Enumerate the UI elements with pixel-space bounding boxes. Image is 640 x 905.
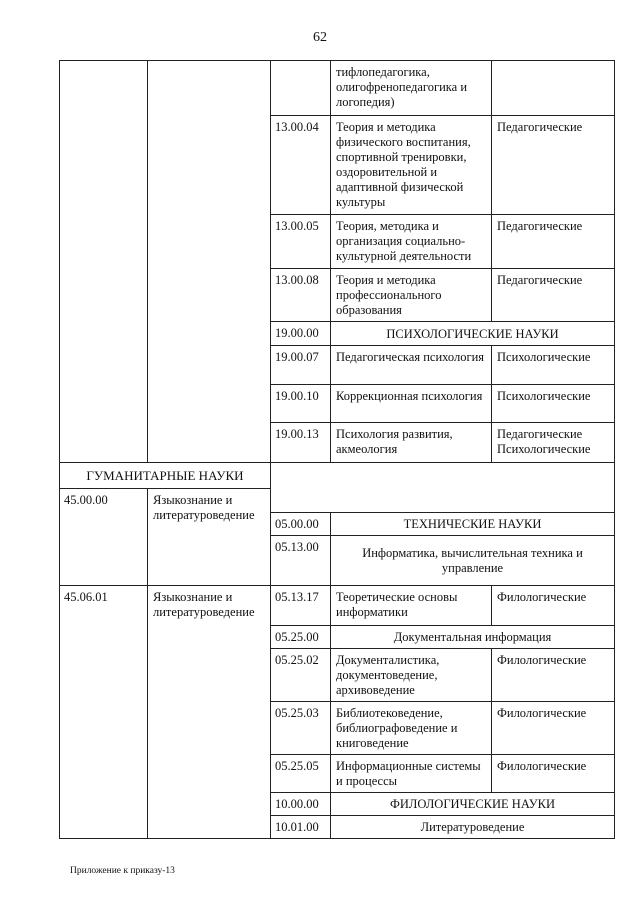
- branch-of-science: Педагогические: [492, 269, 615, 322]
- group-heading: Литературоведение: [331, 816, 615, 839]
- group-heading: Документальная информация: [331, 626, 615, 649]
- specialty-name: Теоретические основы информатики: [331, 586, 492, 626]
- direction-code: 45.00.00: [60, 489, 148, 586]
- group-heading: ФИЛОЛОГИЧЕСКИЕ НАУКИ: [331, 793, 615, 816]
- section-title: ГУМАНИТАРНЫЕ НАУКИ: [60, 463, 271, 489]
- specialty-code: 05.00.00: [271, 513, 331, 536]
- table-row: [60, 586, 615, 626]
- specialty-code: 10.01.00: [271, 816, 331, 839]
- specialty-code: 05.25.00: [271, 626, 331, 649]
- specialty-name: Психология развития, акмеология: [331, 423, 492, 463]
- footer-note: Приложение к приказу-13: [70, 866, 175, 876]
- specialty-name: тифлопедагогика, олигофренопедагогика и логопедия): [331, 61, 492, 116]
- specialty-code: 05.25.05: [271, 755, 331, 793]
- specialty-name: Информационные системы и процессы: [331, 755, 492, 793]
- direction-name: Языкознание и литературоведение: [148, 586, 271, 839]
- branch-cell: [492, 61, 615, 116]
- direction-code: 45.06.01: [60, 586, 148, 839]
- specialty-name: Педагогическая психология: [331, 346, 492, 385]
- specialty-code: 10.00.00: [271, 793, 331, 816]
- specialty-name: Коррекционная психология: [331, 385, 492, 423]
- specialty-code: 19.00.13: [271, 423, 331, 463]
- table-row: [60, 463, 615, 489]
- specialty-name: Документалистика, документоведение, архивоведение: [331, 649, 492, 702]
- specialty-code: 05.13.00: [271, 536, 331, 586]
- specialty-code: 19.00.10: [271, 385, 331, 423]
- specialties-table: [59, 60, 615, 839]
- page-number: 62: [313, 30, 327, 45]
- direction-name: Языкознание и литературоведение: [148, 489, 271, 586]
- branch-of-science: Психологические: [492, 385, 615, 423]
- specialty-code: 05.13.17: [271, 586, 331, 626]
- specialty-code: 13.00.08: [271, 269, 331, 322]
- branch-of-science: Педагогические Психологические: [492, 423, 615, 463]
- branch-of-science: Филологические: [492, 586, 615, 626]
- left-name-cell: [148, 61, 271, 463]
- specialty-name: Теория и методика профессионального образования: [331, 269, 492, 322]
- table-row: [60, 61, 615, 116]
- specialty-code: 19.00.07: [271, 346, 331, 385]
- specialty-code: 13.00.04: [271, 116, 331, 215]
- left-code-cell: [60, 61, 148, 463]
- empty-cell: [271, 463, 615, 513]
- specialty-code: 05.25.03: [271, 702, 331, 755]
- specialty-name: Теория, методика и организация социально-культурной деятельности: [331, 215, 492, 269]
- specialty-name: Библиотековедение, библиографоведение и книговедение: [331, 702, 492, 755]
- branch-of-science: Филологические: [492, 702, 615, 755]
- specialty-code: 13.00.05: [271, 215, 331, 269]
- branch-of-science: Филологические: [492, 649, 615, 702]
- specialty-name: Теория и методика физического воспитания, спортивной тренировки, оздоровительной и адаптивной физической культуры: [331, 116, 492, 215]
- group-heading: ПСИХОЛОГИЧЕСКИЕ НАУКИ: [331, 322, 615, 346]
- branch-of-science: Филологические: [492, 755, 615, 793]
- specialty-code: 19.00.00: [271, 322, 331, 346]
- group-heading: Информатика, вычислительная техника и управление: [331, 536, 615, 586]
- specialty-code: 05.25.02: [271, 649, 331, 702]
- branch-of-science: Педагогические: [492, 215, 615, 269]
- branch-of-science: Педагогические: [492, 116, 615, 215]
- group-heading: ТЕХНИЧЕСКИЕ НАУКИ: [331, 513, 615, 536]
- code-cell: [271, 61, 331, 116]
- branch-of-science: Психологические: [492, 346, 615, 385]
